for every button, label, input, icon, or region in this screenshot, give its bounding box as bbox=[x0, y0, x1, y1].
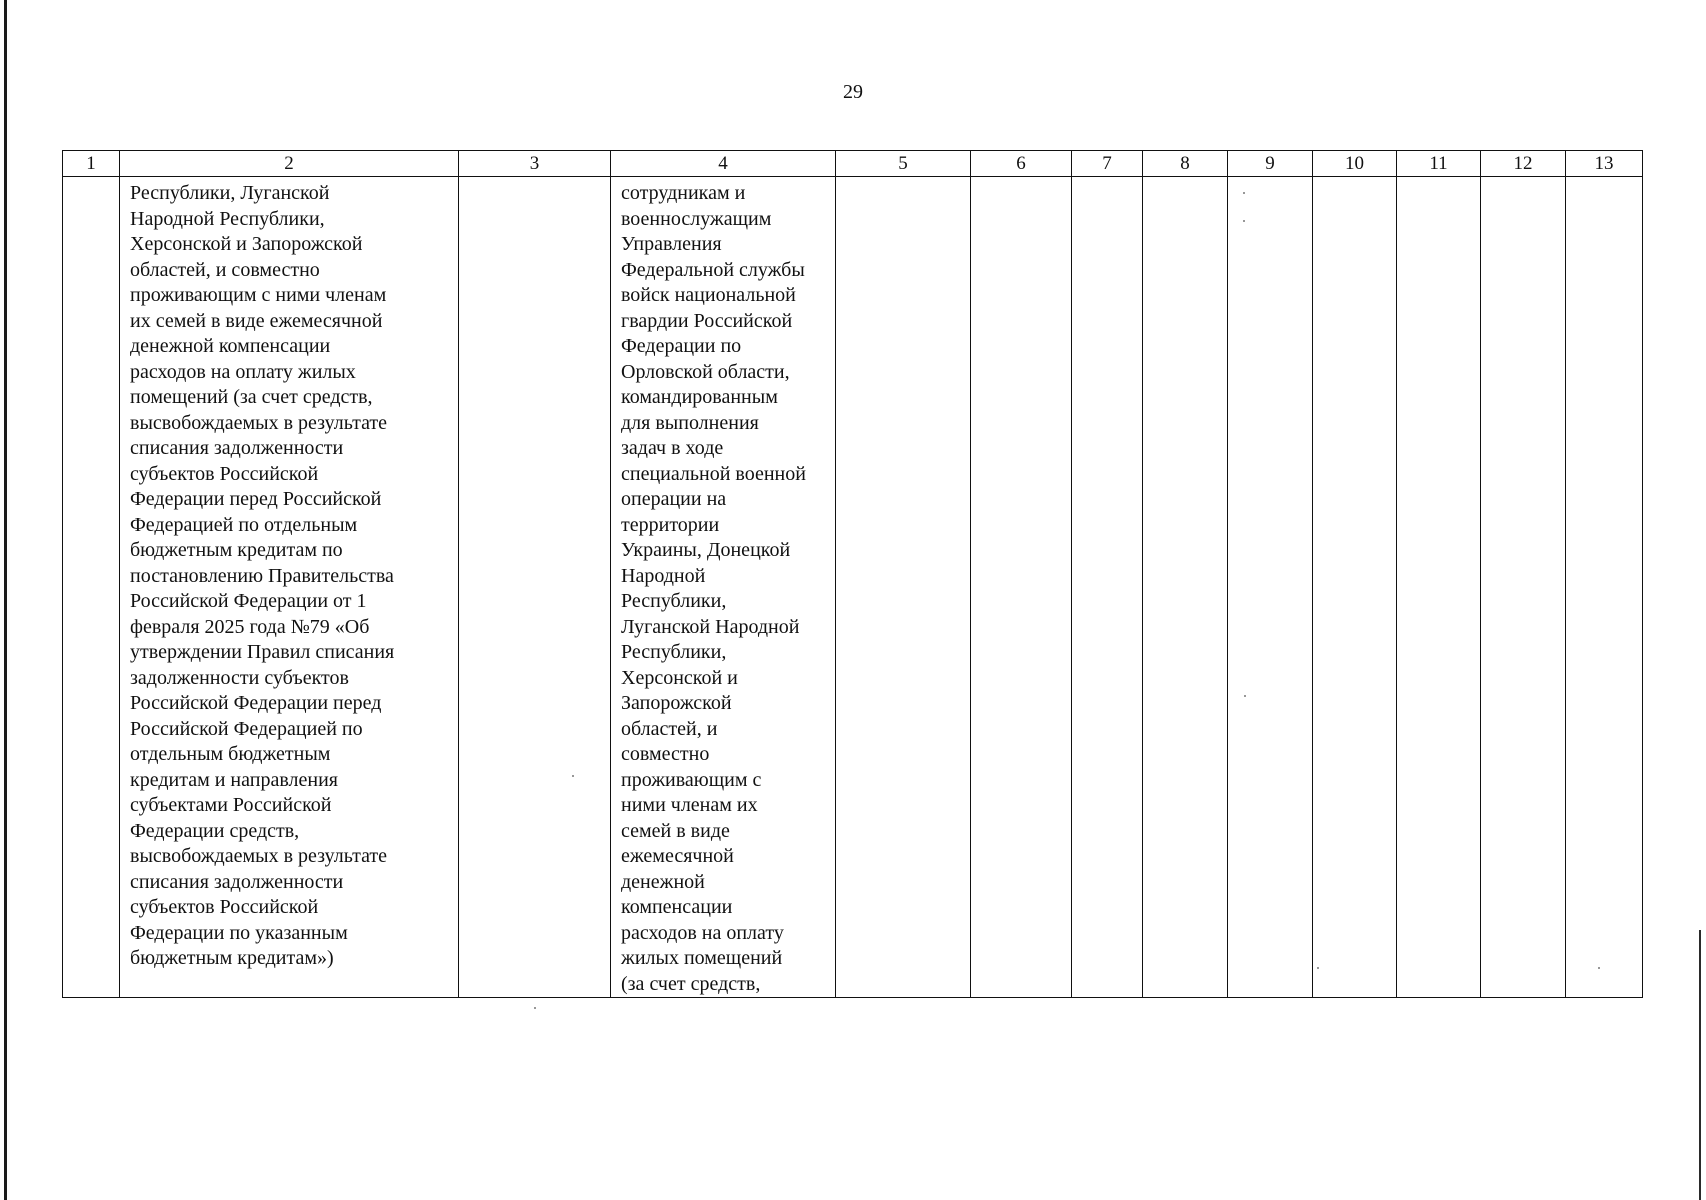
column-header: 4 bbox=[611, 151, 836, 177]
cell-col3-text bbox=[459, 177, 610, 181]
cell-col12 bbox=[1481, 177, 1566, 998]
column-header: 12 bbox=[1481, 151, 1566, 177]
cell-col6-text bbox=[971, 177, 1071, 181]
cell-col4 bbox=[611, 177, 836, 998]
scan-speck bbox=[1244, 695, 1246, 697]
column-header: 7 bbox=[1072, 151, 1143, 177]
cell-col8 bbox=[1143, 177, 1228, 998]
cell-col1-text bbox=[63, 177, 119, 181]
column-header: 11 bbox=[1397, 151, 1481, 177]
scan-edge-left bbox=[4, 0, 7, 1200]
cell-col9 bbox=[1228, 177, 1313, 998]
cell-col10 bbox=[1313, 177, 1397, 998]
cell-col11-text bbox=[1397, 177, 1480, 181]
cell-col3 bbox=[459, 177, 611, 998]
cell-col12-text bbox=[1481, 177, 1565, 181]
cell-col2-text: Республики, Луганской Народной Республики, Херсонской и Запорожской областей, и совместно проживающим с ними членам их семей в виде ежемесячной денежной компенсации расходов на оплату жилых помещений (за счет средств, высвобождаемых в результате списания задолженности субъектов Российской Федерации перед Российской Федерацией по отдельным бюджетным кредитам по постановлению Правительства Российской Федерации от 1 февраля 2025 года №79 «Об утверждении Правил списания задолженности субъектов Российской Федерации перед Российской Федерацией по отдельным бюджетным кредитам и направления субъектами Российской Федерации средств, высвобождаемых в результате списания задолженности субъектов Российской Федерации по указанным бюджетным кредитам») bbox=[130, 182, 395, 969]
page-number: 29 bbox=[843, 81, 863, 103]
cell-col8-text bbox=[1143, 177, 1227, 181]
cell-col5-text bbox=[836, 177, 970, 181]
column-header: 3 bbox=[459, 151, 611, 177]
cell-col13-text bbox=[1566, 177, 1642, 181]
cell-col10-text bbox=[1313, 177, 1396, 181]
column-header: 2 bbox=[120, 151, 459, 177]
cell-col6 bbox=[971, 177, 1072, 998]
budget-table bbox=[62, 150, 1643, 998]
cell-col1 bbox=[63, 177, 120, 998]
cell-col2 bbox=[120, 177, 459, 998]
column-header: 5 bbox=[836, 151, 971, 177]
column-header: 13 bbox=[1566, 151, 1643, 177]
column-header: 9 bbox=[1228, 151, 1313, 177]
cell-col7-text bbox=[1072, 177, 1142, 181]
scan-speck bbox=[1598, 967, 1600, 969]
column-header: 8 bbox=[1143, 151, 1228, 177]
cell-col13 bbox=[1566, 177, 1643, 998]
cell-col4-text: сотрудникам и военнослужащим Управления Федеральной службы войск национальной гвардии Российской Федерации по Орловской области, командированным для выполнения задач в ходе специальной военной операции на территории Украины, Донецкой Народной Республики, Луганской Народной Республики, Херсонской и Запорожской областей, и совместно проживающим с ними членам их семей в виде ежемесячной денежной компенсации расходов на оплату жилых помещений (за счет средств, bbox=[621, 182, 806, 995]
column-header: 1 bbox=[63, 151, 120, 177]
scan-speck bbox=[1243, 192, 1245, 194]
column-header: 6 bbox=[971, 151, 1072, 177]
scan-edge-right bbox=[1699, 930, 1701, 1200]
header-row bbox=[63, 151, 1643, 177]
scan-speck bbox=[534, 1007, 536, 1009]
cell-col9-text bbox=[1228, 177, 1312, 181]
cell-col11 bbox=[1397, 177, 1481, 998]
cell-col7 bbox=[1072, 177, 1143, 998]
scan-speck bbox=[1243, 220, 1245, 222]
table-row bbox=[63, 177, 1643, 998]
scan-speck bbox=[572, 775, 574, 777]
scan-speck bbox=[1317, 967, 1319, 969]
cell-col5 bbox=[836, 177, 971, 998]
column-header: 10 bbox=[1313, 151, 1397, 177]
